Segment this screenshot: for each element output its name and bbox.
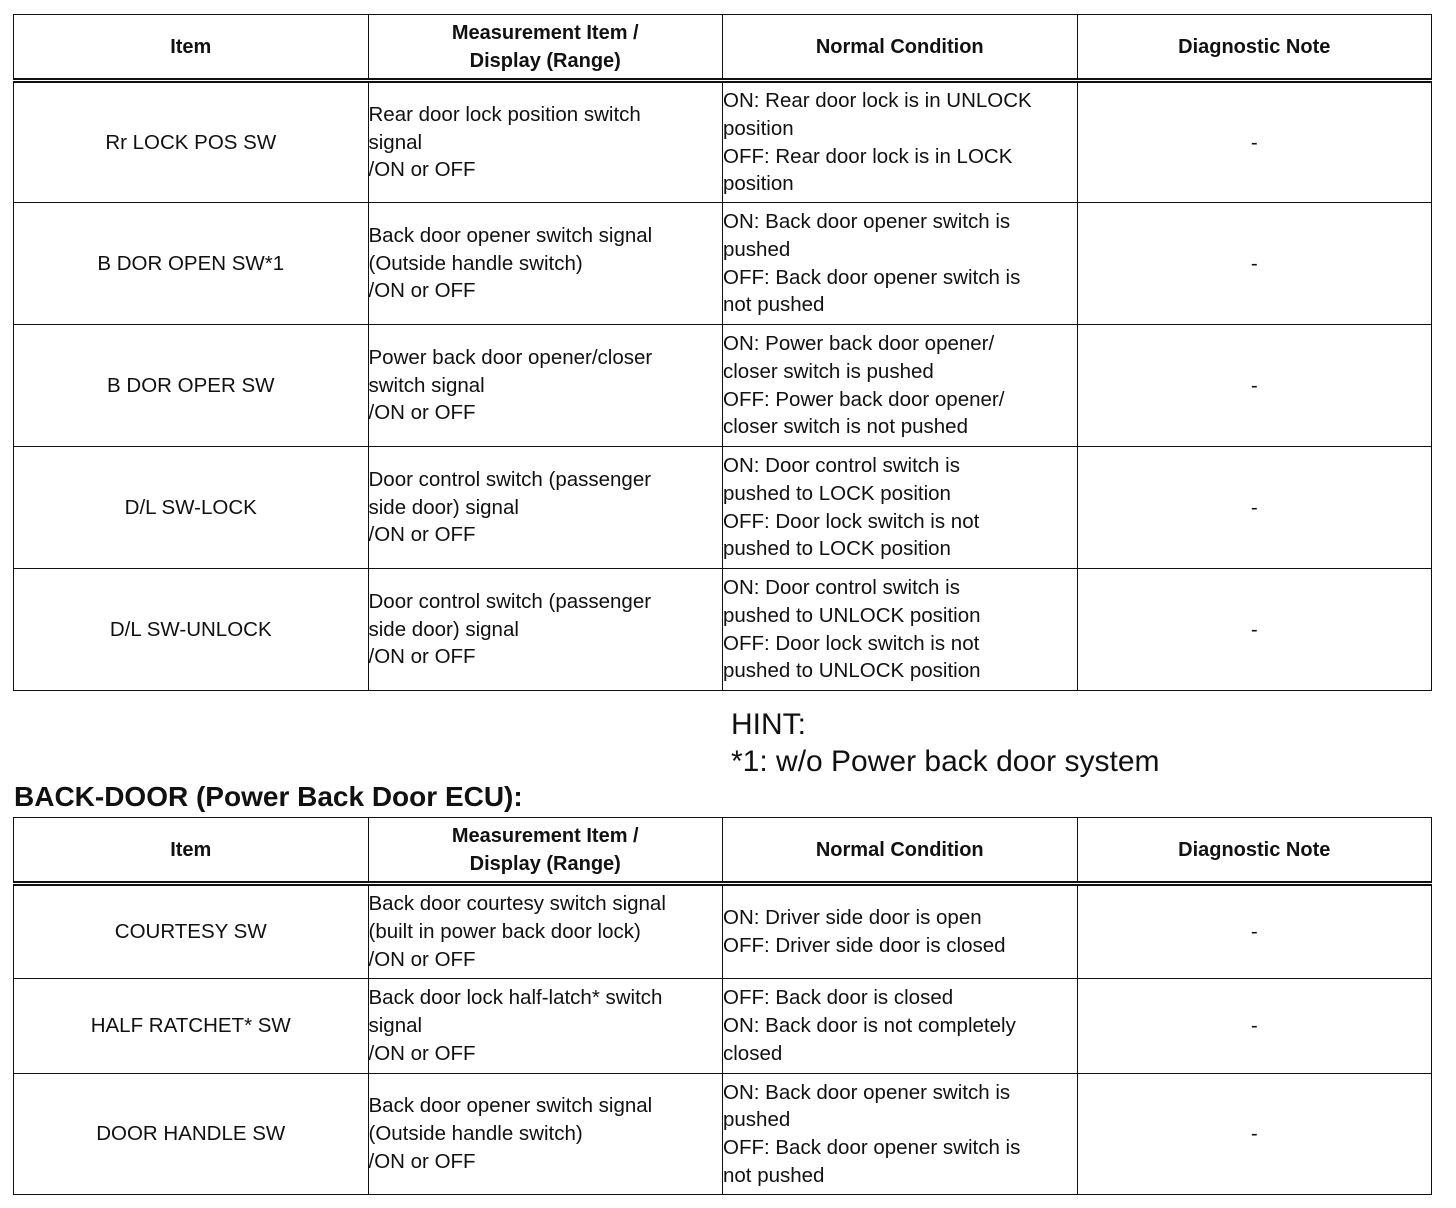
cell-item: D/L SW-UNLOCK <box>14 569 369 691</box>
measurement-line: Back door opener switch signal <box>368 1094 653 1118</box>
header-diagnostic-note: Diagnostic Note <box>1077 15 1432 81</box>
condition-line: pushed to UNLOCK position <box>723 603 981 627</box>
condition-line: ON: Driver side door is open <box>723 906 982 930</box>
cell-measurement <box>368 447 723 569</box>
measurement-line: signal <box>368 130 423 154</box>
table-row <box>14 81 1432 203</box>
cell-normal-condition <box>723 81 1078 203</box>
measurement-line: (built in power back door lock) <box>368 920 641 944</box>
measurement-line: /ON or OFF <box>368 1149 476 1173</box>
cell-diagnostic-note: - <box>1077 447 1432 569</box>
table-row <box>14 569 1432 691</box>
measurement-line: /ON or OFF <box>368 947 476 971</box>
condition-line: OFF: Driver side door is closed <box>723 934 1006 957</box>
cell-measurement <box>368 1074 723 1195</box>
header-item: Item <box>14 15 369 81</box>
condition-line: ON: Back door opener switch is <box>723 210 1011 234</box>
table-row <box>14 1074 1432 1195</box>
measurement-line: /ON or OFF <box>368 645 476 669</box>
header-measurement-line: Measurement Item / <box>451 824 639 847</box>
condition-line: OFF: Back door opener switch is <box>723 265 1021 289</box>
hint-note <box>731 706 1160 780</box>
cell-measurement <box>368 325 723 447</box>
condition-line: pushed <box>723 237 791 261</box>
cell-measurement <box>368 979 723 1074</box>
condition-line: OFF: Back door opener switch is <box>723 1136 1021 1159</box>
cell-item: D/L SW-LOCK <box>14 447 369 569</box>
section-title: BACK-DOOR (Power Back Door ECU): <box>14 781 523 812</box>
condition-line: ON: Door control switch is <box>723 576 960 600</box>
condition-line: closer switch is not pushed <box>723 415 968 439</box>
cell-normal-condition <box>723 1074 1078 1195</box>
cell-measurement <box>368 203 723 325</box>
header-measurement <box>368 818 723 884</box>
measurement-line: Door control switch (passenger <box>368 467 652 491</box>
condition-line: closer switch is pushed <box>723 359 934 383</box>
header-measurement <box>368 15 723 81</box>
measurement-line: Back door courtesy switch signal <box>368 892 666 916</box>
header-item: Item <box>14 818 369 884</box>
cell-item: Rr LOCK POS SW <box>14 81 369 203</box>
measurement-line: switch signal <box>368 373 485 397</box>
cell-normal-condition <box>723 203 1078 325</box>
measurement-line: (Outside handle switch) <box>368 1122 583 1146</box>
cell-diagnostic-note: - <box>1077 325 1432 447</box>
measurement-line: side door) signal <box>368 617 519 641</box>
header-normal-condition: Normal Condition <box>723 818 1078 884</box>
condition-line: OFF: Back door is closed <box>723 986 954 1010</box>
cell-item: B DOR OPEN SW*1 <box>14 203 369 325</box>
cell-normal-condition <box>723 325 1078 447</box>
cell-measurement <box>368 884 723 979</box>
condition-line: pushed to UNLOCK position <box>723 659 981 683</box>
condition-line: OFF: Door lock switch is not <box>723 509 980 533</box>
table-row <box>14 884 1432 979</box>
table-header-row <box>14 818 1432 884</box>
measurement-line: /ON or OFF <box>368 1041 476 1065</box>
condition-line: OFF: Power back door opener/ <box>723 387 1005 411</box>
cell-diagnostic-note: - <box>1077 1074 1432 1195</box>
data-list-table-back-door <box>13 817 1432 1195</box>
condition-line: pushed <box>723 1108 791 1132</box>
measurement-line: /ON or OFF <box>368 523 476 547</box>
condition-line: ON: Back door opener switch is <box>723 1080 1011 1104</box>
cell-measurement <box>368 569 723 691</box>
header-measurement-line: Display (Range) <box>469 49 621 72</box>
measurement-line: Back door lock half-latch* switch <box>368 986 663 1010</box>
table-row <box>14 325 1432 447</box>
condition-line: pushed to LOCK position <box>723 481 951 505</box>
table-header-row <box>14 15 1432 81</box>
condition-line: position <box>723 172 794 196</box>
cell-item: DOOR HANDLE SW <box>14 1074 369 1195</box>
table-row <box>14 203 1432 325</box>
condition-line: position <box>723 116 794 140</box>
condition-line: ON: Back door is not completely <box>723 1014 1016 1038</box>
cell-normal-condition <box>723 569 1078 691</box>
measurement-line: Door control switch (passenger <box>368 589 652 613</box>
condition-line: ON: Door control switch is <box>723 454 960 478</box>
condition-line: not pushed <box>723 1163 825 1187</box>
header-normal-condition: Normal Condition <box>723 15 1078 81</box>
cell-item: COURTESY SW <box>14 884 369 979</box>
measurement-line: Back door opener switch signal <box>368 223 653 247</box>
cell-item: B DOR OPER SW <box>14 325 369 447</box>
cell-normal-condition <box>723 447 1078 569</box>
cell-diagnostic-note: - <box>1077 569 1432 691</box>
cell-diagnostic-note: - <box>1077 203 1432 325</box>
measurement-line: (Outside handle switch) <box>368 251 583 275</box>
measurement-line: signal <box>368 1014 423 1038</box>
header-measurement-line: Display (Range) <box>469 852 621 875</box>
measurement-line: Power back door opener/closer <box>368 345 653 369</box>
header-measurement-line: Measurement Item / <box>451 21 639 44</box>
condition-line: closed <box>723 1041 783 1065</box>
cell-measurement <box>368 81 723 203</box>
measurement-line: /ON or OFF <box>368 279 476 303</box>
cell-diagnostic-note: - <box>1077 979 1432 1074</box>
condition-line: pushed to LOCK position <box>723 537 951 561</box>
measurement-line: /ON or OFF <box>368 158 476 182</box>
measurement-line: /ON or OFF <box>368 401 476 425</box>
condition-line: not pushed <box>723 293 825 317</box>
table-body <box>14 81 1432 691</box>
hint-label: HINT: <box>731 708 806 741</box>
measurement-line: Rear door lock position switch <box>368 102 641 126</box>
header-diagnostic-note: Diagnostic Note <box>1077 818 1432 884</box>
condition-line: ON: Rear door lock is in UNLOCK <box>723 89 1032 113</box>
measurement-line: side door) signal <box>368 495 519 519</box>
hint-text: *1: w/o Power back door system <box>731 745 1160 778</box>
table-row <box>14 447 1432 569</box>
condition-line: ON: Power back door opener/ <box>723 332 995 356</box>
cell-item: HALF RATCHET* SW <box>14 979 369 1074</box>
table-body <box>14 884 1432 1195</box>
data-list-table-main-body <box>13 14 1432 691</box>
cell-diagnostic-note: - <box>1077 884 1432 979</box>
table-row <box>14 979 1432 1074</box>
cell-normal-condition <box>723 979 1078 1074</box>
cell-diagnostic-note: - <box>1077 81 1432 203</box>
condition-line: OFF: Rear door lock is in LOCK <box>723 144 1013 168</box>
cell-normal-condition <box>723 884 1078 979</box>
condition-line: OFF: Door lock switch is not <box>723 631 980 655</box>
